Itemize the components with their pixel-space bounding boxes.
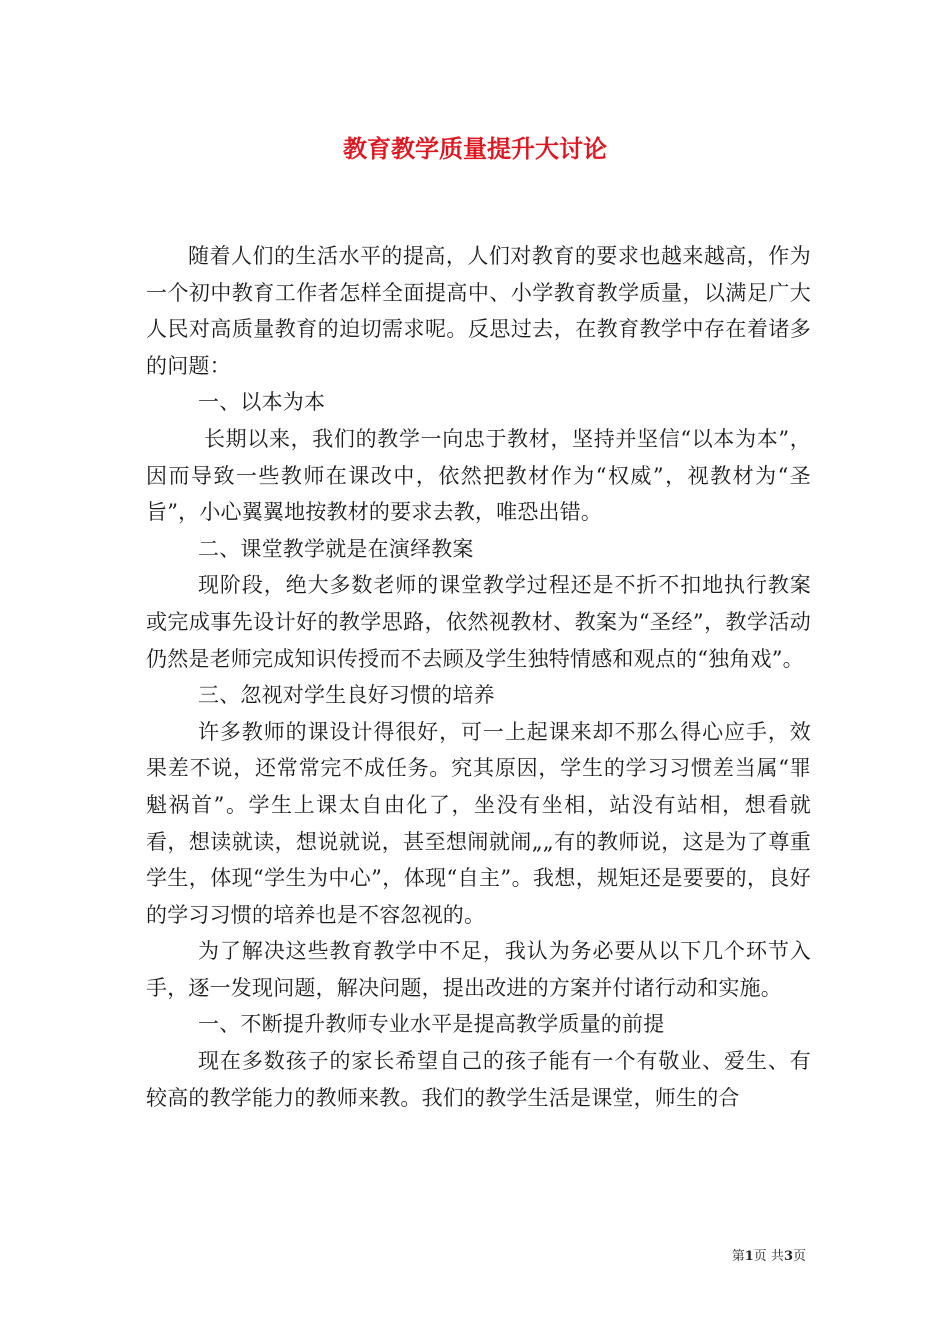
- document-body: [146, 238, 811, 1116]
- section-heading: 二、课堂教学就是在演绎教案: [198, 536, 474, 561]
- footer-suffix: 页: [792, 1249, 806, 1264]
- section-heading: 一、不断提升教师专业水平是提高教学质量的前提: [198, 1012, 665, 1037]
- paragraph: 长期以来，我们的教学一向忠于教材，坚持并坚信“以本为本”，因而导致一些教师在课改中，依然把教材作为“权威”，视教材为“圣旨”，小心翼翼地按教材的要求去教，唯恐出错。: [146, 426, 811, 525]
- footer-middle: 页 共: [753, 1249, 784, 1264]
- paragraph: 随着人们的生活水平的提高，人们对教育的要求也越来越高，作为一个初中教育工作者怎样全面提高中、小学教育教学质量，以满足广大人民对高质量教育的迫切需求呢。反思过去，在教育教学中存在着诸多的问题：: [146, 244, 811, 378]
- paragraph: 为了解决这些教育教学中不足，我认为务必要从以下几个环节入手，逐一发现问题，解决问题，提出改进的方案并付诸行动和实施。: [146, 939, 811, 1000]
- section-heading: 三、忽视对学生良好习惯的培养: [198, 683, 495, 708]
- paragraph: 现阶段，绝大多数老师的课堂教学过程还是不折不扣地执行教案或完成事先设计好的教学思路，依然视教材、教案为“圣经”，教学活动仍然是老师完成知识传授而不去顾及学生独特情感和观点的“独角戏”。: [146, 573, 811, 671]
- document-title: 教育教学质量提升大讨论: [343, 134, 607, 163]
- page-number-footer: [732, 1248, 806, 1266]
- section-heading: 一、以本为本: [198, 390, 326, 415]
- paragraph: 现在多数孩子的家长希望自己的孩子能有一个有敬业、爱生、有较高的教学能力的教师来教。我们的教学生活是课堂，师生的合: [146, 1049, 811, 1110]
- total-pages-number: 3: [783, 1249, 793, 1264]
- paragraph: 许多教师的课设计得很好，可一上起课来却不那么得心应手，效果差不说，还常常完不成任务。究其原因，学生的学习习惯差当属“罪魁祸首”。学生上课太自由化了，坐没有坐相，站没有站相，想看就看，想读就读，想说就说，甚至想闹就闹„„有的教师说，这是为了尊重学生，体现“学生为中心”，体现“自主”。我想，规矩还是要要的，良好的学习习惯的培养也是不容忽视的。: [146, 719, 811, 927]
- footer-prefix: 第: [731, 1249, 745, 1264]
- current-page-number: 1: [744, 1249, 754, 1264]
